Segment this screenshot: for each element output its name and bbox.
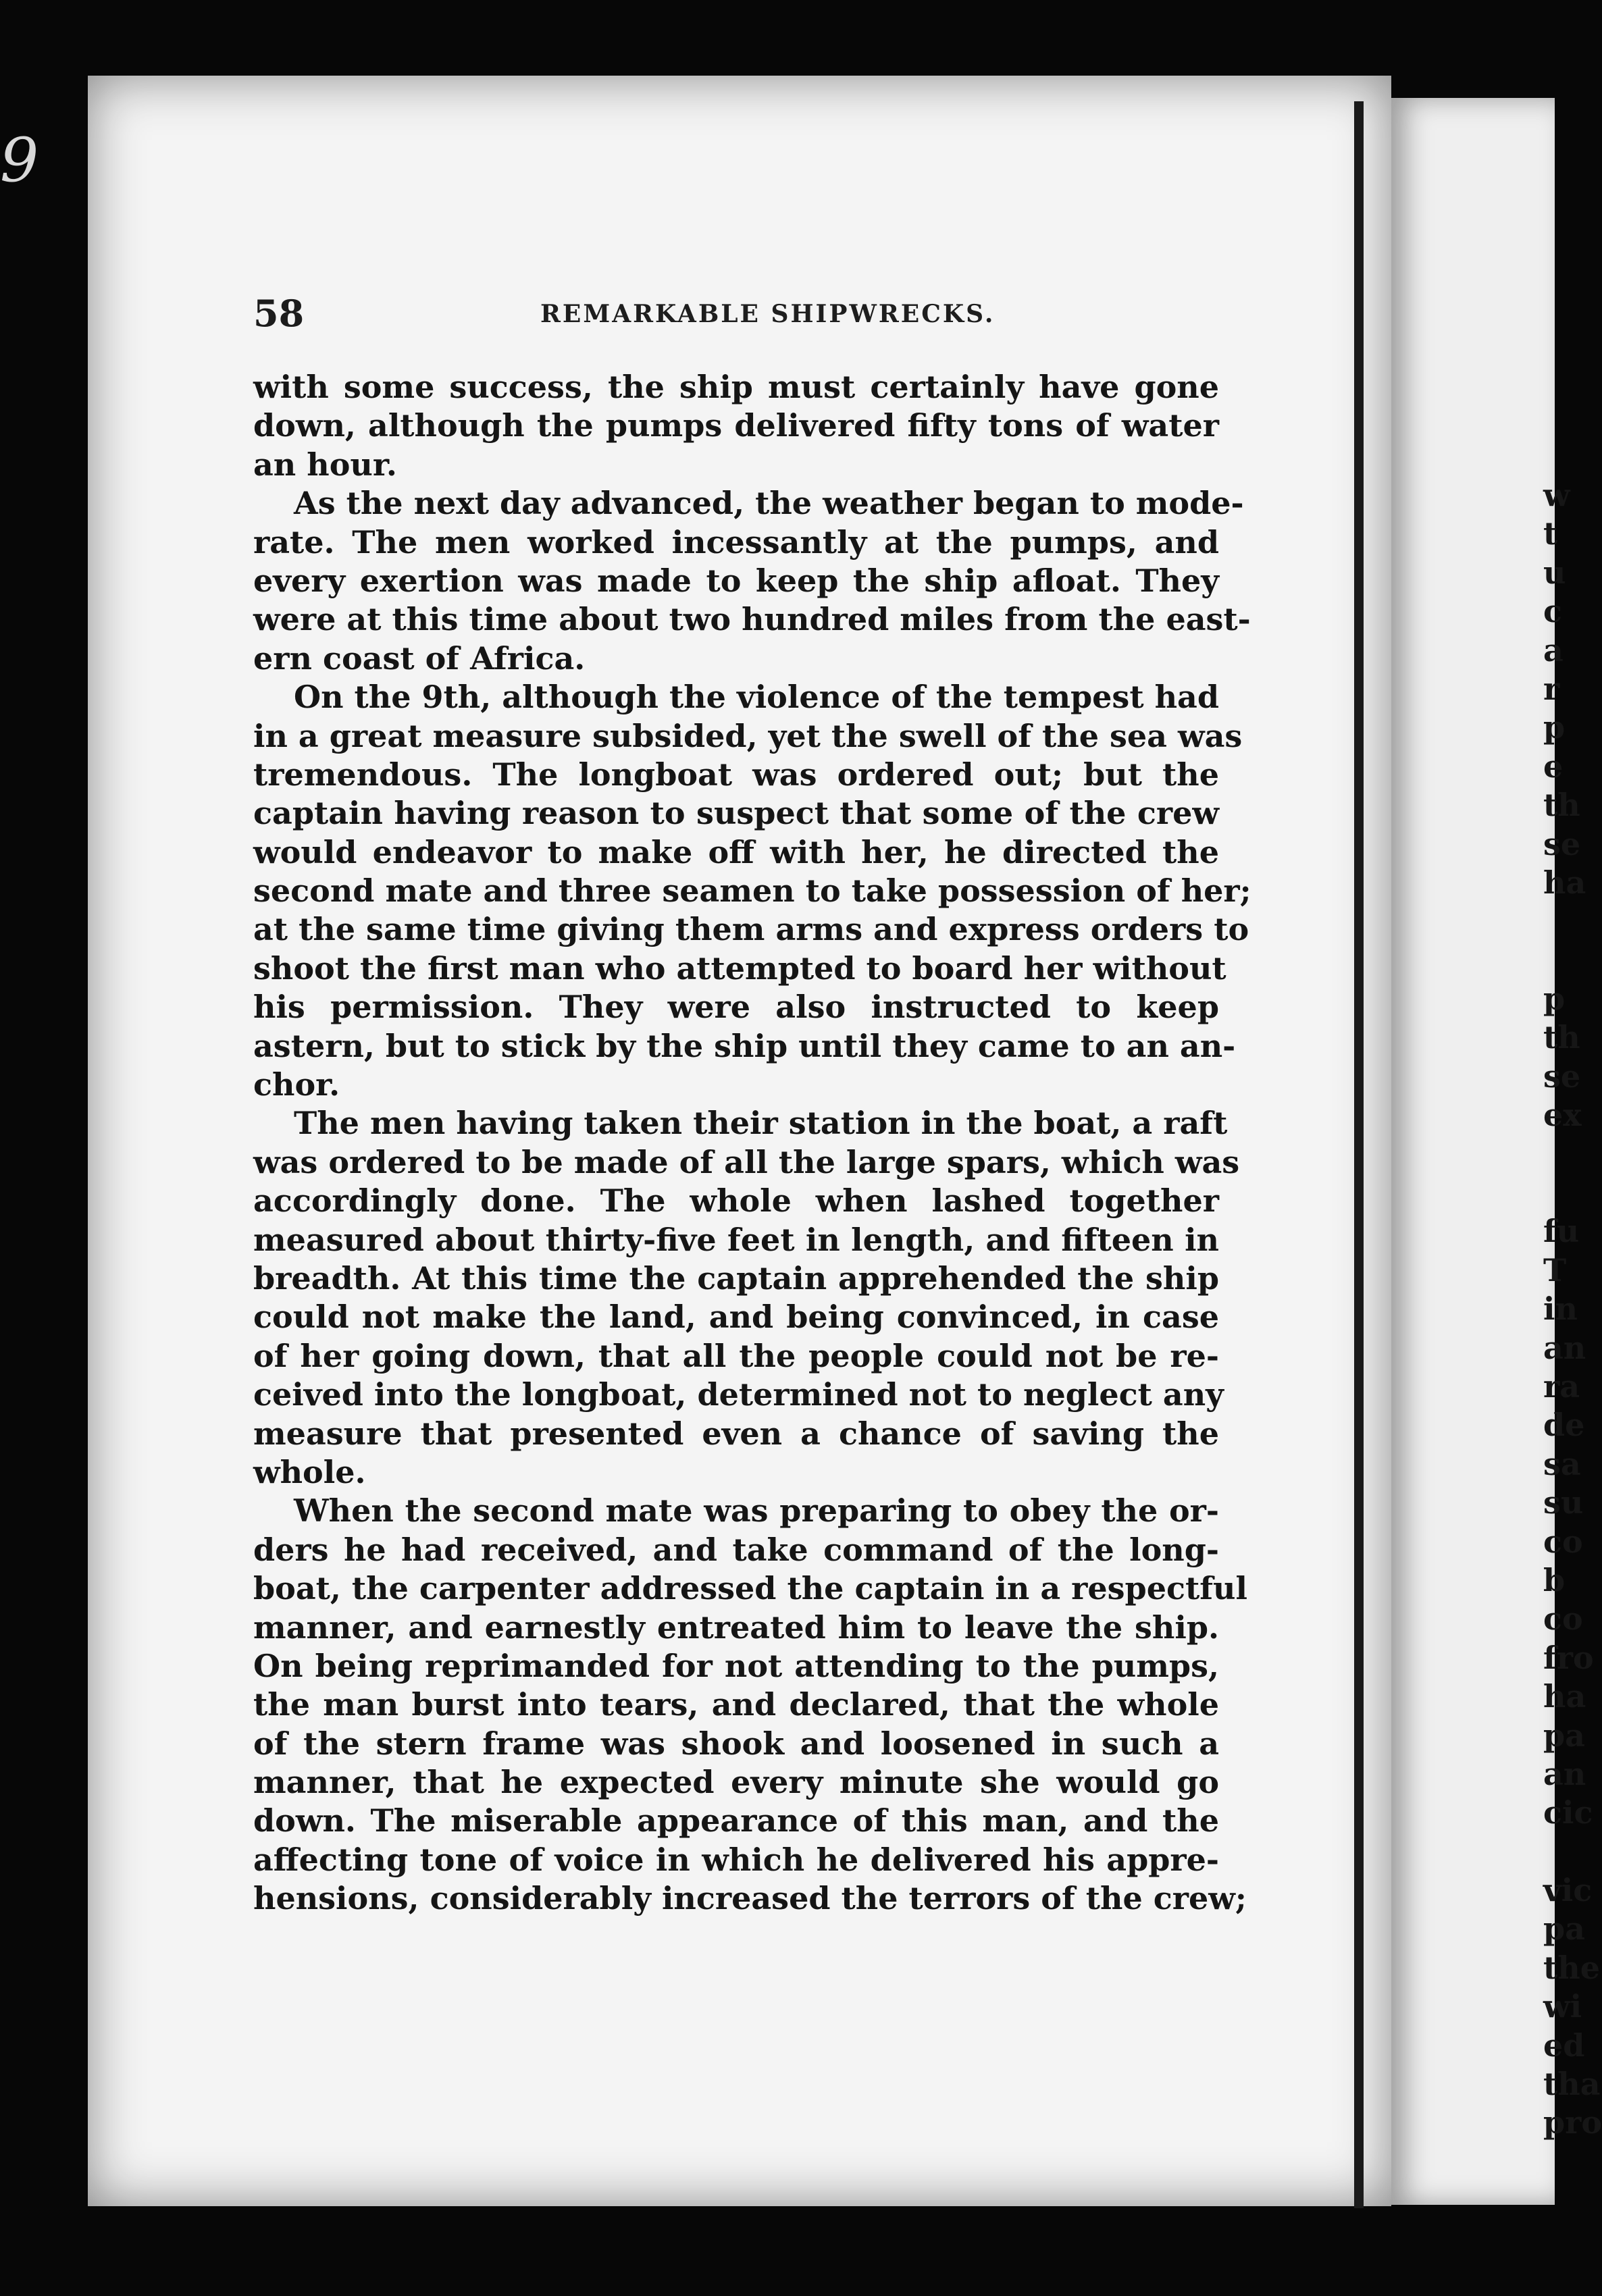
text-line: second mate and three seamen to take possession of her; (253, 872, 1251, 910)
text-line: When the second mate was preparing to obey the or- (294, 1492, 1219, 1530)
facing-page-fragment: an (1543, 1755, 1586, 1792)
facing-page-fragment: w (1543, 477, 1570, 513)
page-number: 58 (253, 292, 305, 335)
facing-page-fragment: ha (1543, 864, 1586, 901)
text-line: ders he had received, and take command of the long- (253, 1531, 1219, 1568)
running-title: REMARKABLE SHIPWRECKS. (540, 300, 996, 328)
facing-page-fragment: ed (1543, 2027, 1585, 2064)
text-line: were at this time about two hundred miles from the east- (253, 601, 1251, 638)
text-line: hensions, considerably increased the terrors of the crew; (253, 1880, 1247, 1917)
facing-page-fragment: co (1543, 1600, 1583, 1638)
facing-page-fragment (1543, 1833, 1602, 1871)
text-line: boat, the carpenter addressed the captain in a respectful (253, 1570, 1247, 1607)
facing-page-fragment: sa (1543, 1445, 1581, 1482)
facing-page-fragment: p (1543, 981, 1566, 1018)
text-line: On being reprimanded for not attending to the pumps, (253, 1647, 1219, 1684)
facing-page-fragment: c (1543, 593, 1563, 630)
facing-page-fragment: th (1543, 1019, 1580, 1056)
text-line: with some success, the ship must certainly have gone (253, 369, 1219, 405)
facing-page-fragment: cic (1543, 1794, 1593, 1831)
body-text (253, 368, 1251, 1919)
text-line: his permission. They were also instructed to keep (253, 989, 1219, 1026)
text-line: tremendous. The longboat was ordered out; but the (253, 756, 1219, 793)
facing-page-fragment: t (1543, 515, 1558, 552)
text-line: manner, and earnestly entreated him to leave the ship. (253, 1609, 1219, 1646)
text-line: at the same time giving them arms and express orders to (253, 911, 1249, 948)
facing-page-fragment: pa (1543, 1717, 1585, 1754)
text-line: could not make the land, and being convinced, in case (253, 1299, 1219, 1336)
text-line: was ordered to be made of all the large spars, which was (253, 1143, 1240, 1180)
facing-page-fragment: r (1543, 670, 1560, 707)
facing-page-fragment: th (1543, 787, 1580, 824)
text-line: affecting tone of voice in which he delivered his appre- (253, 1841, 1219, 1878)
text-line: would endeavor to make off with her, he directed the (253, 833, 1219, 870)
facing-page-fragment: de (1543, 1407, 1585, 1444)
text-line: measure that presented even a chance of saving the (253, 1415, 1219, 1452)
text-line: manner, that he expected every minute she would go (253, 1764, 1219, 1801)
facing-page-fragment: fu (1543, 1213, 1580, 1250)
facing-page-fragment: b (1543, 1561, 1566, 1598)
facing-page-fragment: e (1543, 748, 1564, 785)
facing-page-fragment: se (1543, 825, 1581, 862)
text-line: On the 9th, although the violence of the tempest had (294, 679, 1219, 716)
text-line: measured about thirty-five feet in length, and fifteen in (253, 1221, 1219, 1258)
facing-page-fragment: ex (1543, 1097, 1582, 1134)
facing-page-fragment: ha (1543, 1678, 1586, 1715)
facing-page-fragment: T (1543, 1251, 1567, 1288)
facing-page-fragment: the (1543, 1949, 1600, 1986)
text-line: every exertion was made to keep the ship afloat. They (253, 562, 1219, 599)
running-head (253, 292, 1233, 335)
facing-page-fragment: an (1543, 1329, 1586, 1366)
text-line: chor. (253, 1066, 340, 1103)
text-line: of her going down, that all the people could not be re- (253, 1337, 1219, 1374)
facing-page-fragment (1543, 1135, 1602, 1174)
facing-page-fragment (1543, 941, 1602, 980)
text-line: in a great measure subsided, yet the swell of the sea was (253, 717, 1243, 754)
facing-page-fragment: se (1543, 1058, 1581, 1095)
facing-page-fragment: pro (1543, 2104, 1602, 2141)
text-line: breadth. At this time the captain apprehended the ship (253, 1259, 1219, 1297)
text-line: shoot the first man who attempted to board her without (253, 949, 1226, 987)
facing-page-fragment (1543, 1174, 1602, 1212)
text-line: rate. The men worked incessantly at the pumps, and (253, 523, 1219, 560)
facing-page-fragment: pa (1543, 1910, 1585, 1948)
facing-page-fragment: tha (1543, 2066, 1601, 2103)
facing-page-fragment (1543, 902, 1602, 941)
facing-page-fragment: in (1543, 1290, 1578, 1328)
text-line: ern coast of Africa. (253, 640, 586, 677)
facing-page-fragment: u (1543, 554, 1566, 591)
facing-page-fragment: fro (1543, 1639, 1594, 1676)
facing-page-fragment: su (1543, 1484, 1584, 1521)
text-line: the man burst into tears, and declared, that the whole (253, 1686, 1219, 1723)
text-line: captain having reason to suspect that some of the crew (253, 795, 1219, 832)
facing-page-fragment: a (1543, 631, 1564, 669)
text-line: ceived into the longboat, determined not to neglect any (253, 1376, 1224, 1413)
text-line: accordingly done. The whole when lashed together (253, 1182, 1219, 1220)
text-line: The men having taken their station in the boat, a raft (294, 1105, 1228, 1142)
facing-page-text (1543, 476, 1602, 2143)
book-gutter (1354, 101, 1364, 2208)
facing-page-fragment: p (1543, 709, 1566, 746)
facing-page-fragment: ra (1543, 1367, 1580, 1405)
text-line: down, although the pumps delivered fifty tons of water (253, 407, 1219, 444)
facing-page-fragment: co (1543, 1523, 1583, 1560)
text-line: an hour. (253, 446, 397, 483)
text-line: of the stern frame was shook and loosened in such a (253, 1725, 1219, 1762)
handwritten-margin-mark: 9 (0, 125, 39, 196)
facing-page-fragment: vic (1543, 1872, 1593, 1909)
text-line: whole. (253, 1453, 366, 1490)
text-line: astern, but to stick by the ship until they came to an an- (253, 1027, 1236, 1064)
facing-page-fragment: wi (1543, 1988, 1582, 2025)
text-line: As the next day advanced, the weather began to mode- (294, 485, 1244, 522)
facing-page (1391, 98, 1602, 2205)
text-line: down. The miserable appearance of this man, and the (253, 1802, 1219, 1840)
